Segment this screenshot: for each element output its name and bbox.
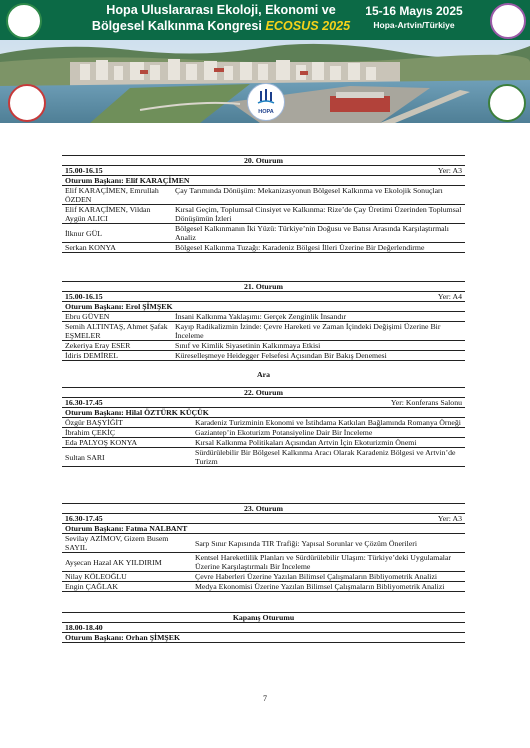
session-time-row [62,514,465,524]
paper-row [62,534,465,553]
session-chair: Oturum Başkanı: Hilal ÖZTÜRK KÜÇÜK [62,408,465,418]
paper-title: Karadeniz Turizminin Ekonomi ve İstihdama Katkıları Bağlamında Romanya Örneği [195,418,461,427]
session-heading: 20. Oturum [62,155,465,166]
paper-authors: Zekeriya Eray ESER [65,341,131,350]
conference-title [71,2,371,34]
session-block [62,503,465,592]
session-heading: 22. Oturum [62,387,465,398]
paper-title: Çay Tarımında Dönüşüm: Mekanizasyonun Bölgesel Kalkınma ve Ekolojik Sonuçları [175,186,443,195]
session-chair: Oturum Başkanı: Fatma NALBANT [62,524,465,534]
paper-authors: Serkan KONYA [65,243,116,252]
title-line-1: Hopa Uluslararası Ekoloji, Ekonomi ve [106,3,336,17]
paper-authors: Ebru GÜVEN [65,312,110,321]
dates-text: 15-16 Mayıs 2025 [365,4,463,18]
title-line-2-text: Bölgesel Kalkınma Kongresi [91,19,262,33]
paper-title: Sarp Sınır Kapısında TIR Trafiği: Yapısal Sorunlar ve Çözüm Önerileri [195,538,418,548]
paper-row [62,322,465,341]
session-location: Yer: A3 [437,514,462,523]
session-time: 16.30-17.45 [65,398,103,407]
closing-time-row [62,623,465,633]
session-location: Yer: Konferans Salonu [390,398,462,407]
session-location: Yer: A4 [437,292,462,301]
paper-row [62,186,465,205]
paper-row [62,224,465,243]
session-heading: 23. Oturum [62,503,465,514]
page-number: 7 [263,694,267,703]
session-chair: Oturum Başkanı: Elif KARAÇİMEN [62,176,465,186]
hopa-emblem-icon [256,87,276,107]
session-heading: 21. Oturum [62,281,465,292]
ecosus-label: ECOSUS 2025 [265,19,351,33]
paper-row [62,351,465,361]
session-time-row [62,166,465,176]
paper-title: Gaziantep’in Ekoturizm Potansiyeline Dair Bir İnceleme [195,428,373,437]
paper-authors: Eda PALYOŞ KONYA [65,438,138,447]
paper-title: Bölgesel Kalkınma Tuzağı: Karadeniz Bölgesi İlleri Üzerine Bir Değerlendirme [175,243,425,252]
paper-row [62,418,465,428]
paper-title: Medya Ekonomisi Üzerine Yazılan Bilimsel Çalışmaların Bibliyometrik Analizi [195,582,445,591]
seal-logo-left [8,84,46,122]
closing-session-block [62,612,465,643]
paper-row [62,448,465,467]
paper-authors: Elif KARAÇİMEN, Emrullah ÖZDEN [65,186,159,204]
paper-row [62,341,465,351]
paper-authors: İbrahim ÇEKİÇ [65,428,116,437]
closing-heading: Kapanış Oturumu [62,612,465,623]
session-location: Yer: A3 [437,166,462,175]
paper-title: Kırsal Geçim, Toplumsal Cinsiyet ve Kalkınma: Rize’de Çay Üretimi Üzerinden Toplumsal Dönüşümün İzleri [175,205,462,223]
paper-authors: Elif KARAÇİMEN, Vildan Aygün ALICI [65,205,151,223]
paper-authors: İdiris DEMİREL [65,351,119,360]
paper-row [62,438,465,448]
closing-time: 18.00-18.40 [65,623,103,632]
paper-authors: Semih ALTINTAŞ, Ahmet Şafak EŞMELER [65,322,168,340]
paper-title: Sürdürülebilir Bir Bölgesel Kalkınma Aracı Olarak Karadeniz Bölgesi ve Artvin’de Turizm [195,448,456,466]
hopa-logo [247,83,285,121]
paper-authors: Nilay KÖLEOĞLU [65,572,127,581]
paper-row [62,243,465,253]
paper-authors: Özgür BAŞYİĞİT [65,418,123,427]
paper-row [62,428,465,438]
conference-banner [0,0,530,123]
closing-chair: Oturum Başkanı: Orhan ŞİMŞEK [62,633,465,643]
session-time-row [62,398,465,408]
paper-row [62,553,465,572]
paper-title: Kayıp Radikalizmin İzinde: Çevre Hareketi ve Zaman İçindeki Değişimi Üzerine Bir İnceleme [175,322,441,340]
session-time: 15.00-16.15 [65,292,103,301]
paper-title: Çevre Haberleri Üzerine Yazılan Bilimsel Çalışmaların Bibliyometrik Analizi [195,572,438,581]
paper-row [62,312,465,322]
break-label: Ara [257,370,270,379]
title-line-2 [71,18,371,34]
paper-authors: Engin ÇAĞLAK [65,582,119,591]
paper-row [62,205,465,224]
paper-authors: Sevilay AZİMOV, Gizem Busem SAYIL [65,534,169,552]
session-time: 15.00-16.15 [65,166,103,175]
partner-logo-right [490,3,526,39]
conference-dates [358,4,470,31]
seal-logo-right [488,84,526,122]
paper-authors: İlknur GÜL [65,228,103,238]
session-block [62,387,465,467]
paper-authors: Sultan SARI [65,452,105,462]
session-time-row [62,292,465,302]
paper-title: Bölgesel Kalkınmanın İki Yüzü: Türkiye’nin Doğusu ve Batısı Arasında Karşılaştırmalı Analiz [175,224,449,242]
paper-title: Küreselleşmeye Heidegger Felsefesi Açısından Bir Bakış Denemesi [175,351,387,360]
session-time: 16.30-17.45 [65,514,103,523]
paper-title: Kırsal Kalkınma Politikaları Açısından Artvin İçin Ekoturizmin Önemi [195,438,417,447]
paper-row [62,572,465,582]
paper-title: İnsani Kalkınma Yaklaşımı: Gerçek Zenginlik İnsandır [175,312,347,321]
hopa-logo-text: HOPA [258,109,274,115]
location-text: Hopa-Artvin/Türkiye [373,20,455,30]
paper-title: Kentsel Hareketlilik Planları ve Sürdürülebilir Ulaşım: Türkiye’deki Uygulamalar Üzerine Karşılaştırmalı Bir İnceleme [195,553,452,571]
session-block [62,281,465,361]
paper-row [62,582,465,592]
paper-title: Sınıf ve Kimlik Siyasetinin Kalkınmaya Etkisi [175,341,321,350]
paper-authors: Ayşecan Hazal AK YILDIRIM [65,557,162,567]
session-chair: Oturum Başkanı: Erol ŞİMŞEK [62,302,465,312]
university-logo-left [6,3,42,39]
session-block [62,155,465,253]
